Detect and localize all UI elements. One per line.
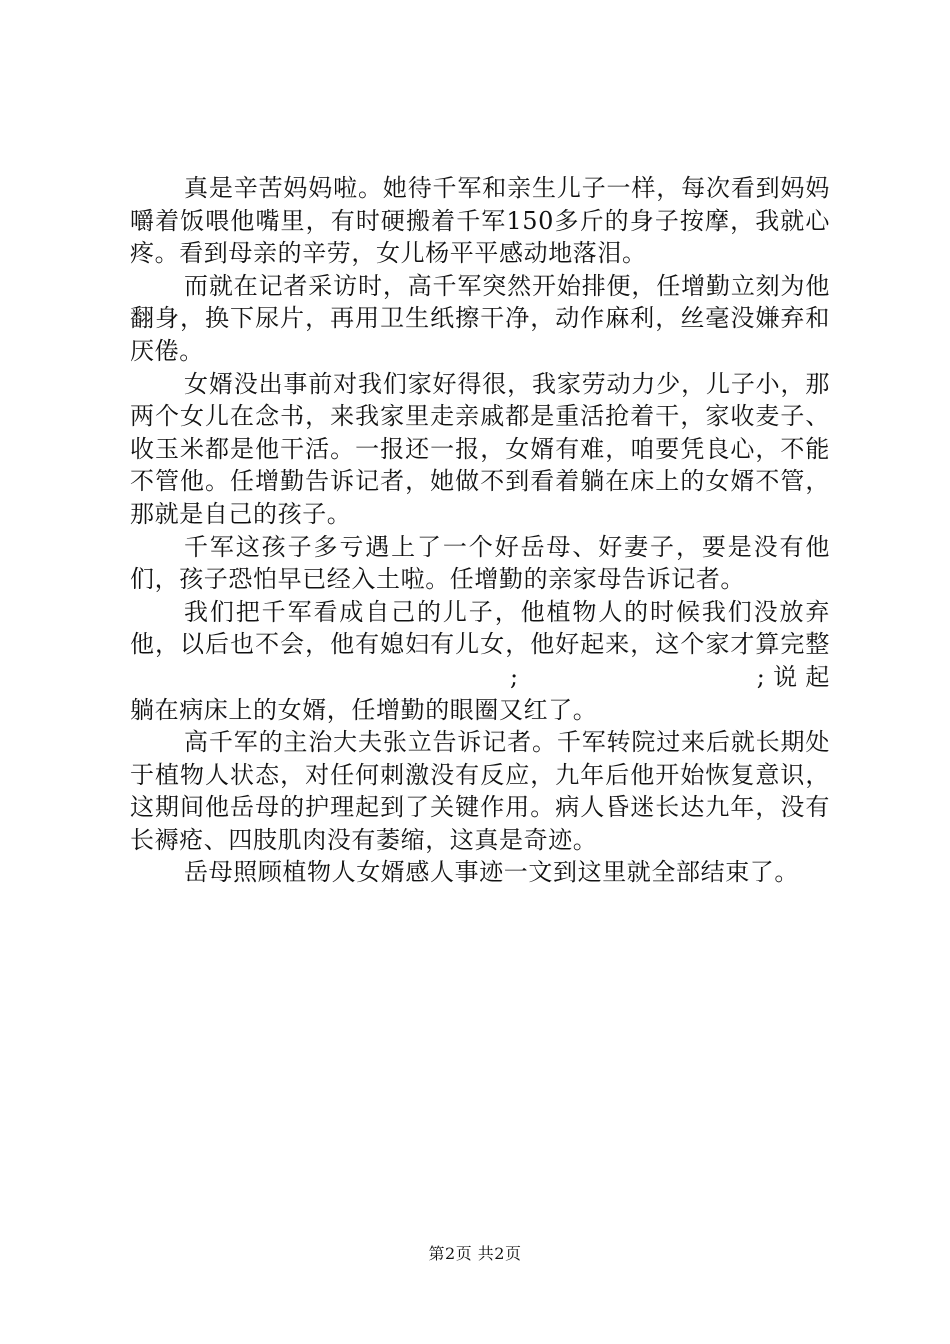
paragraph-5: [130, 596, 830, 726]
document-body: [130, 172, 830, 889]
page-footer: 第2页 共2页: [428, 1244, 522, 1263]
paragraph-5-text-a: 我们把千军看成自己的儿子，他植物人的时候我们没放弃他，以后也不会，他有媳妇有儿女，他好起来，这个家才算完整: [130, 597, 830, 659]
paragraph-4: 千军这孩子多亏遇上了一个好岳母、好妻子，要是没有他们，孩子恐怕早已经入土啦。任增勤的亲家母告诉记者。: [130, 532, 830, 594]
paragraph-1: 真是辛苦妈妈啦。她待千军和亲生儿子一样，每次看到妈妈嚼着饭喂他嘴里，有时硬搬着千军150多斤的身子按摩，我就心疼。看到母亲的辛劳，女儿杨平平感动地落泪。: [130, 174, 830, 268]
paragraph-5-text-c: ;说起躺在病床上的女婿，任增勤的眼圈又红了。: [130, 662, 830, 724]
paragraph-2: 而就在记者采访时，高千军突然开始排便，任增勤立刻为他翻身，换下尿片，再用卫生纸擦干净，动作麻利，丝毫没嫌弃和厌倦。: [130, 271, 830, 365]
paragraph-3: 女婿没出事前对我们家好得很，我家劳动力少，儿子小，那两个女儿在念书，来我家里走亲戚都是重活抢着干，家收麦子、收玉米都是他干活。一报还一报，女婿有难，咱要凭良心，不能不管他。任增勤告诉记者，她做不到看着躺在床上的女婿不管，那就是自己的孩子。: [130, 369, 830, 528]
paragraph-5-text-b: ;: [510, 662, 519, 691]
paragraph-7: 岳母照顾植物人女婿感人事迹一文到这里就全部结束了。: [184, 858, 799, 887]
paragraph-6: 高千军的主治大夫张立告诉记者。千军转院过来后就长期处于植物人状态，对任何刺激没有反应，九年后他开始恢复意识，这期间他岳母的护理起到了关键作用。病人昏迷长达九年，没有长褥疮、四肢肌肉没有萎缩，这真是奇迹。: [130, 728, 830, 854]
